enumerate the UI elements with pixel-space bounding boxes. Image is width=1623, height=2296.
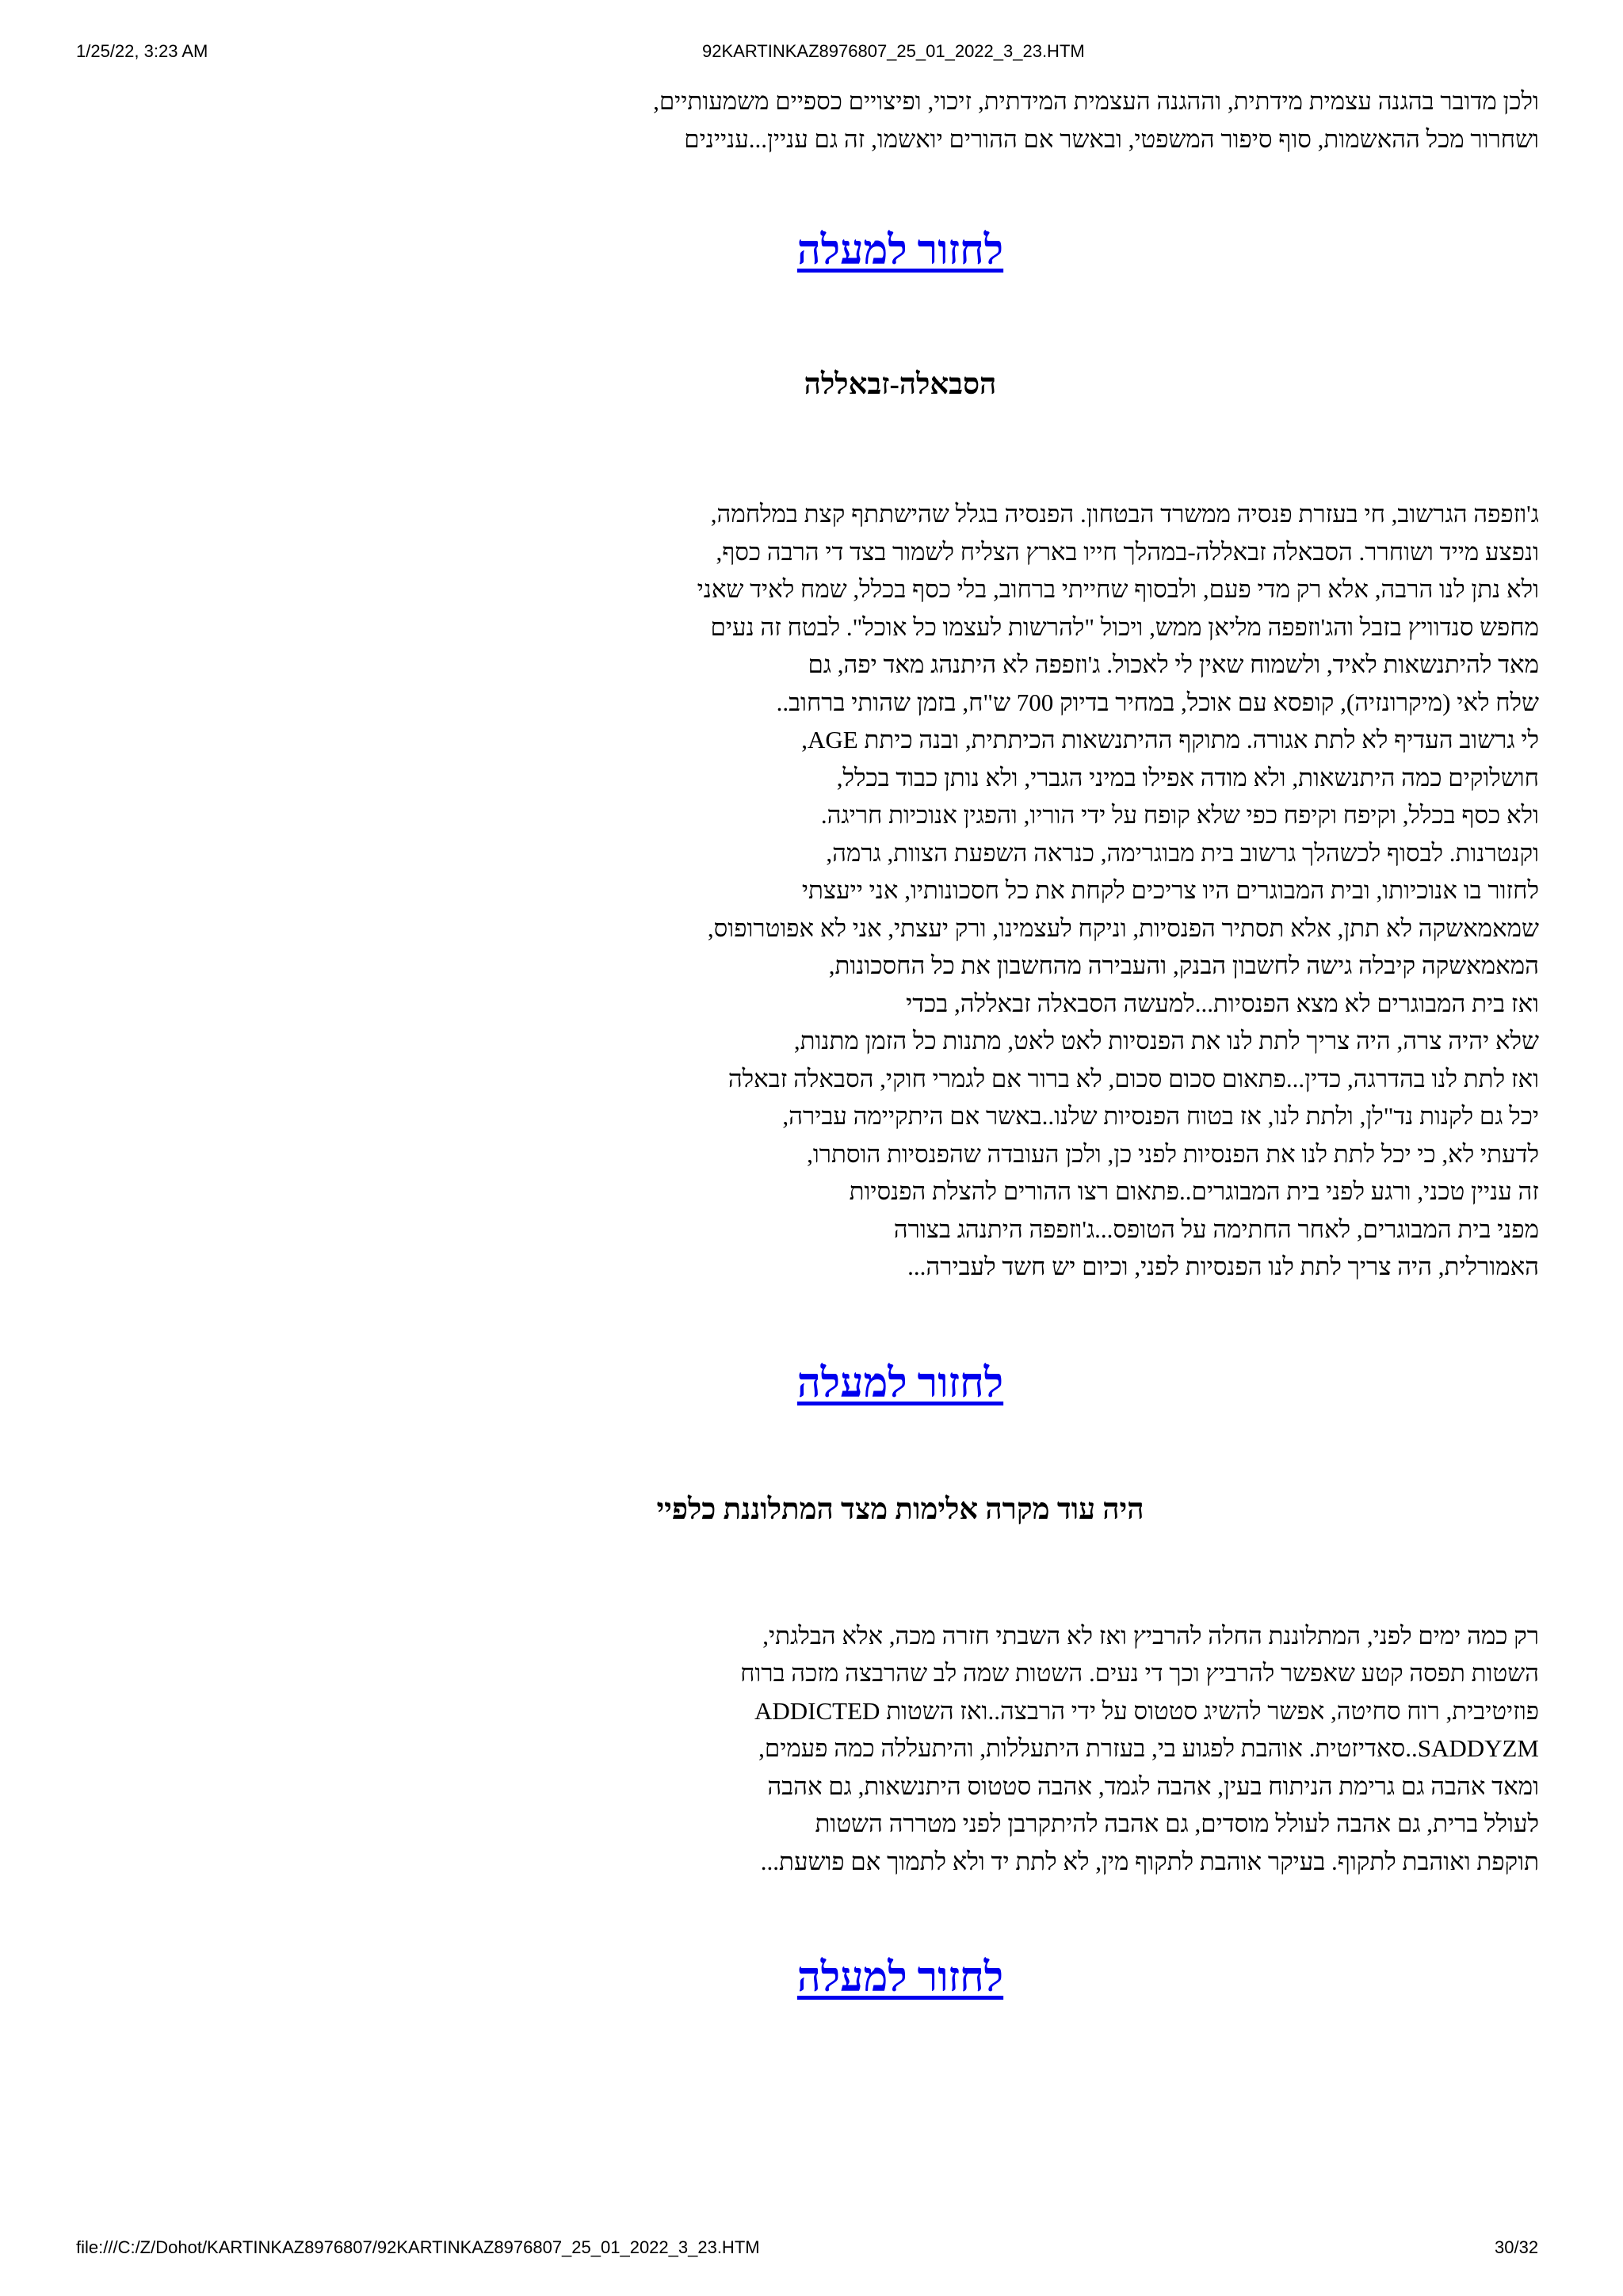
paragraph-line: רק כמה ימים לפני, המתלוננת החלה להרביץ ואז לא השבתי חזרה מכה, אלא הבלגתי,: [762, 1621, 1539, 1650]
section-title: הסבאלה-זבאללה: [804, 368, 997, 401]
print-header-title: 92KARTINKAZ8976807_25_01_2022_3_23.HTM: [702, 41, 1085, 61]
paragraph-line: מאד להיתנשאות לאיד, ולשמוח שאין לי לאכול. ג'וזפפה לא היתנהג מאד יפה, גם: [808, 650, 1539, 678]
paragraph-line: חושלוקים כמה היתנשאות, ולא מודה אפילו במיני הגברי, ולא נותן כבוד בכלל,: [836, 763, 1539, 791]
paragraph-line: שלח לאי (מיקרונזיה), קופסא עם אוכל, במחיר בדיוק 700 ש"ח, בזמן שהותי ברחוב..: [776, 688, 1539, 716]
paragraph-line: לי גרשוב העדיף לא לתת אגורה. מתוקף ההיתנשאות הכיתתית, ובנה כיתת AGE,: [801, 726, 1539, 753]
paragraph-line: יכל גם לקנות נד"לן, ולתת לנו, אז בטוח הפנסיות שלנו..באשר אם היתקיימה עבירה,: [782, 1102, 1539, 1130]
paragraph-line: ומאד אהבה גם גרימת הניתוח בעין, אהבה לגמד, אהבה סטטוס היתנשאות, גם אהבה: [767, 1772, 1539, 1800]
print-header-datetime: 1/25/22, 3:23 AM: [76, 41, 208, 61]
paragraph-line: שמאמאשקה לא תתן, אלא תסתיר הפנסיות, וניקח לעצמינו, ורק יעצתי, אני לא אפוטרופוס,: [707, 913, 1539, 942]
paragraph-line: ג'וזפפה הגרשוב, חי בעזרת פנסיה ממשרד הבטחון. הפנסיה בגלל שהישתתף קצת במלחמה,: [710, 500, 1539, 528]
back-to-top-link[interactable]: לחזור למעלה: [796, 1360, 1004, 1406]
paragraph-line: השטות תפסה קטע שאפשר להרביץ וכך די נעים. השטות שמה לב שהרבצה מזכה ברוח: [740, 1659, 1539, 1687]
print-footer-path: file:///C:/Z/Dohot/KARTINKAZ8976807/92KARTINKAZ8976807_25_01_2022_3_23.HTM: [76, 2237, 760, 2257]
paragraph-line: לדעתי לא, כי יכל לתת לנו את הפנסיות לפני כן, ולכן העובדה שהפנסיות הוסתרו,: [807, 1139, 1539, 1168]
page-content: [262, 82, 1539, 2001]
paragraph-line: האמורלית, היה צריך לתת לנו הפנסיות לפני, וכיום יש חשד לעבירה...: [907, 1253, 1539, 1280]
paragraph-line: SADDYZM..סאדיזטית. אוהבת לפגוע בי, בעזרת היתעללות, והיתעללה כמה פעמים,: [758, 1734, 1539, 1762]
paragraph-line: ונפצע מייד ושוחרר. הסבאלה זבאללה-במהלך חייו בארץ הצליח לשמור בצד די הרבה כסף,: [716, 537, 1539, 566]
section-title: היה עוד מקרה אלימות מצד המתלוננת כלפיי: [656, 1493, 1144, 1526]
paragraph-line: לחזור בו אנוכיותו, ובית המבוגרים היו צריכים לקחת את כל חסכונותיו, אני ייעצתי: [801, 876, 1539, 904]
paragraph-line: המאמאשקה קיבלה גישה לחשבון הבנק, והעבירה מהחשבון את כל החסכונות,: [828, 952, 1539, 979]
paragraph-line: מפני בית המבוגרים, לאחר החתימה על הטופס...ג'וזפפה היתנהג בצורה: [893, 1215, 1539, 1243]
intro-paragraph: [262, 82, 1539, 158]
paragraph-line: ולא נתן לנו הרבה, אלא רק מדי פעם, ולבסוף שחייתי ברחוב, בלי כסף בכלל, שמח לאיד שאני: [697, 575, 1539, 603]
paragraph-line: תוקפת ואוהבת לתקוף. בעיקר אוהבת לתקוף מין, לא לתת יד ולא לתמוך אם פושעת...: [760, 1847, 1539, 1875]
paragraph-line: ולא כסף בכלל, וקיפח וקיפח כפי שלא קופח על ידי הוריו, והפגין אנוכיות חריגה.: [820, 801, 1539, 829]
paragraph-line: פוזיטיבית, רוח סחיטה, אפשר להשיג סטטוס על ידי הרבצה..ואז השטות ADDICTED: [754, 1696, 1539, 1725]
paragraph-line: וקנטרנות. לבסוף לכשהלך גרשוב בית מבוגרימה, כנראה השפעת הצוות, גרמה,: [826, 838, 1539, 867]
intro-line: ולכן מדובר בהגנה עצמית מידתית, וההגנה העצמית המידתית, זיכוי, ופיצויים כספיים משמעותיים,: [653, 87, 1539, 115]
paragraph-line: לעולל ברית, גם אהבה לעולל מוסדים, גם אהבה להיתקרבן לפני מטררה השטות: [815, 1810, 1539, 1837]
section-paragraph: [262, 495, 1539, 1286]
paragraph-line: זה עניין טכני, ורגע לפני בית המבוגרים..פתאום רצו ההורים להצלת הפנסיות: [849, 1177, 1539, 1205]
paragraph-line: ואז בית המבוגרים לא מצא הפנסיות...למעשה הסבאלה זבאללה, בכדי: [906, 989, 1539, 1017]
print-footer-page-number: 30/32: [1495, 2237, 1539, 2257]
section-paragraph: [262, 1617, 1539, 1881]
paragraph-line: מחפש סנדוויץ בזבל והג'וזפפה מליאן ממש, ויכול "להרשות לעצמו כל אוכל". לבטח זה נעים: [710, 612, 1539, 641]
intro-line: ושחרור מכל ההאשמות, סוף סיפור המשפטי, ובאשר אם ההורים יואשמו, זה גם עניין...עניינים: [684, 124, 1539, 153]
paragraph-line: שלא יהיה צרה, היה צריך לתת לנו את הפנסיות לאט לאט, מתנות כל הזמן מתנות,: [793, 1027, 1539, 1055]
back-to-top-link[interactable]: לחזור למעלה: [796, 1955, 1004, 2000]
back-to-top-link[interactable]: לחזור למעלה: [796, 228, 1004, 273]
paragraph-line: ואז לתת לנו בהדרגה, כדין...פתאום סכום סכום, לא ברור אם לגמרי חוקי, הסבאלה זבאלה: [727, 1064, 1539, 1093]
